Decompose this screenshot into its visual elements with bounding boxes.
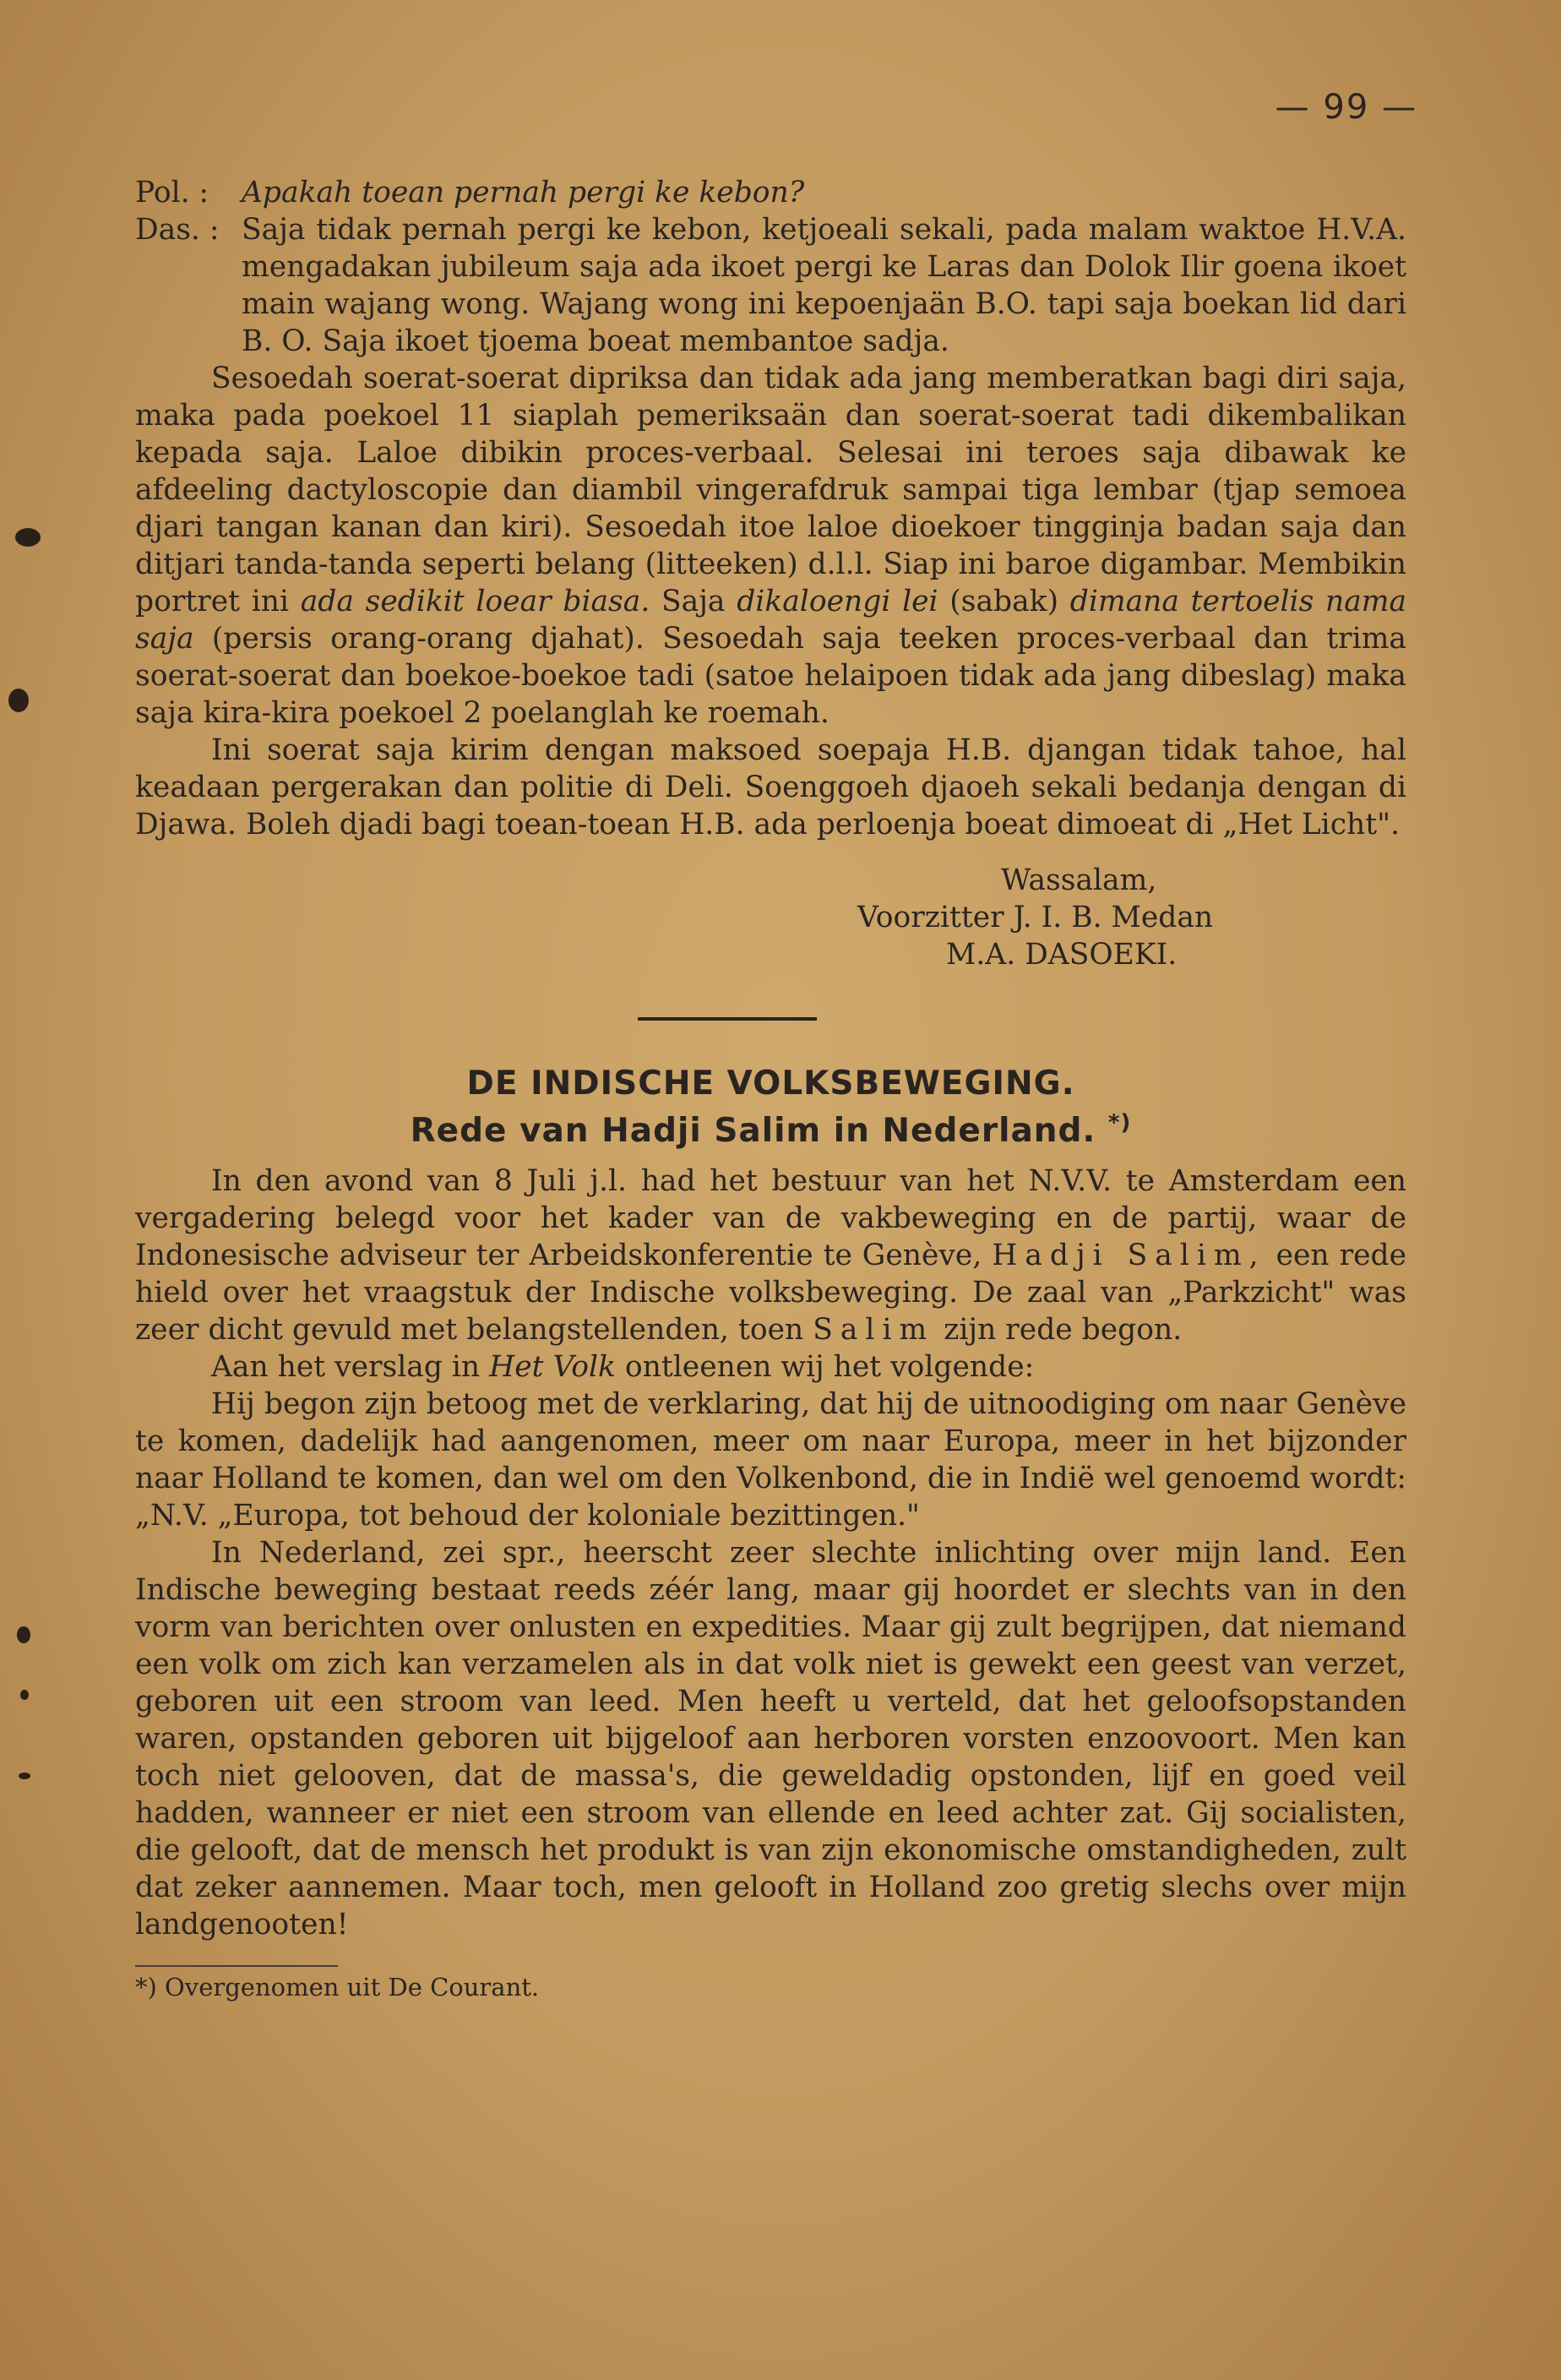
footnote-rule — [135, 1965, 338, 1967]
edge-blot — [17, 1626, 30, 1643]
letter-paragraph: Sesoedah soerat-soerat dipriksa dan tidak ada jang memberatkan bagi diri saja, maka pada poekoel 11 siaplah pemeriksaän dan soerat-soerat tadi dikembalikan kepada saja. Laloe dibikin proces-verbaal. Selesai ini teroes saja dibawak ke afdeeling dactyloscopie dan diambil vingerafdruk sampai tiga lembar (tjap semoea djari tangan kanan dan kiri). Sesoedah itoe laloe dioekoer tingginja badan saja dan ditjari tanda-tanda seperti belang (litteeken) d.l.l. Siap ini baroe digambar. Membikin portret ini ada sedikit loear biasa. Saja dikaloengi lei (sabak) dimana tertoelis nama saja (persis orang-orang djahat). Sesoedah saja teeken proces-verbaal dan trima soerat-soerat dan boekoe-boekoe tadi (satoe helaipoen tidak ada jang dibeslag) maka saja kira-kira poekoel 2 poelanglah ke roemah. — [135, 362, 1407, 730]
signer-role: Voorzitter J. I. B. Medan — [857, 901, 1214, 934]
question-text: Apakah toean pernah pergi ke kebon? — [242, 176, 805, 210]
answer-text: Saja tidak pernah pergi ke kebon, ketjoeali sekali, pada malam waktoe H.V.A. mengadakan jubileum saja ada ikoet pergi ke Laras dan Dolok Ilir goena ikoet main wajang wong. Wajang wong ini kepoenjaän B.O. tapi saja boekan lid dari B. O. Saja ikoet tjoema boeat membantoe sadja. — [242, 213, 1406, 358]
interview-answer — [135, 211, 1406, 360]
speaker-label: Pol. : — [135, 176, 209, 210]
edge-blot — [15, 528, 41, 547]
article-body — [135, 1163, 1406, 1943]
signer-name: M.A. DASOEKI. — [946, 938, 1178, 972]
page-content — [135, 174, 1406, 2004]
page-number: — 99 — — [1275, 88, 1417, 127]
edge-blot — [8, 689, 29, 712]
speaker-label: Das. : — [135, 213, 220, 247]
article-paragraph: Aan het verslag in Het Volk ontleenen wij het volgende: — [211, 1350, 1035, 1384]
signature-block — [135, 862, 1406, 973]
letter-paragraph: Ini soerat saja kirim dengan maksoed soepaja H.B. djangan tidak tahoe, hal keadaan pergerakan dan politie di Deli. Soenggoeh djaoeh sekali bedanja dengan di Djawa. Boleh djadi bagi toean-toean H.B. ada perloenja boeat dimoeat di „Het Licht". — [135, 733, 1406, 841]
article-paragraph: In den avond van 8 Juli j.l. had het bestuur van het N.V.V. te Amsterdam een vergadering belegd voor het kader van de vakbeweging en de partij, waar de Indonesische adviseur ter Arbeidskonferentie te Genève, Hadji Salim, een rede hield over het vraagstuk der Indische volksbeweging. De zaal van „Parkzicht" was zeer dicht gevuld met belangstellenden, toen Salim zijn rede begon. — [135, 1164, 1406, 1347]
interview-question — [135, 174, 1406, 211]
footnote: *) Overgenomen uit De Courant. — [135, 1973, 540, 2001]
article-paragraph: Hij begon zijn betoog met de verklaring, dat hij de uitnoodiging om naar Genève te komen, dadelijk had aangenomen, meer om naar Europa, meer in het bijzonder naar Holland te komen, dan wel om den Volkenbond, die in Indië wel genoemd wordt: „N.V. „Europa, tot behoud der koloniale bezittingen." — [135, 1387, 1406, 1533]
edge-blot — [19, 1773, 30, 1779]
edge-blot — [20, 1690, 29, 1700]
article-subtitle: Rede van Hadji Salim in Nederland. *) — [410, 1110, 1132, 1150]
section-divider — [638, 1017, 817, 1021]
article-paragraph: In Nederland, zei spr., heerscht zeer slechte inlichting over mijn land. Een Indische beweging bestaat reeds zéér lang, maar gij hoordet er slechts van in den vorm van berichten over onlusten en expedities. Maar gij zult begrijpen, dat niemand een volk om zich kan verzamelen als in dat volk niet is gewekt een geest van verzet, geboren uit een stroom van leed. Men heeft u verteld, dat het geloofsopstanden waren, opstanden geboren uit bijgeloof aan herboren vorsten enzoovoort. Men kan toch niet gelooven, dat de massa's, die geweldadig opstonden, lijf en goed veil hadden, wanneer er niet een stroom van ellende en leed achter zat. Gij socialisten, die gelooft, dat de mensch het produkt is van zijn ekonomische omstandigheden, zult dat zeker aannemen. Maar toch, men gelooft in Holland zoo gretig slechs over mijn landgenooten! — [135, 1536, 1406, 1942]
closing: Wassalam, — [1001, 863, 1157, 897]
article-title: DE INDISCHE VOLKSBEWEGING. — [466, 1065, 1075, 1103]
